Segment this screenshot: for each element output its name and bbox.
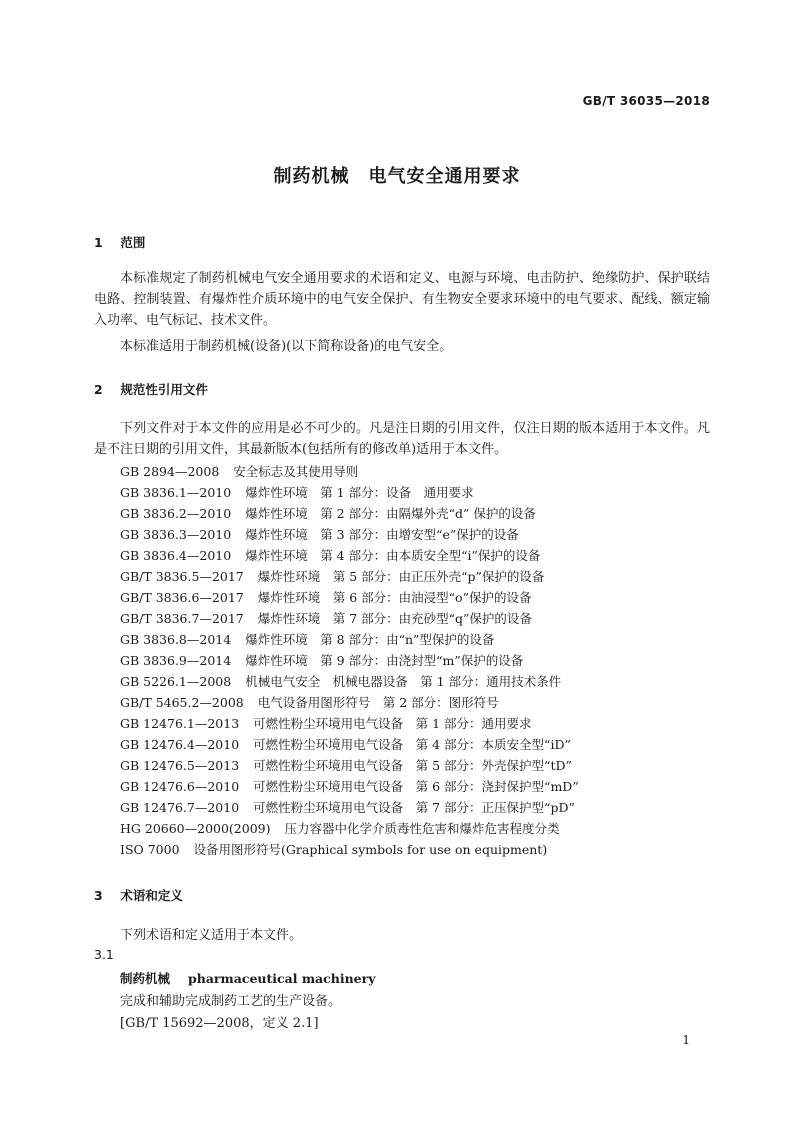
reference-item: GB 3836.9—2014 爆炸性环境 第 9 部分：由浇封型“m”保护的设备 [120, 653, 524, 668]
section-1-heading [94, 233, 145, 251]
scope-paragraph: 本标准规定了制药机械电气安全通用要求的术语和定义、电源与环境、电击防护、绝缘防护、保护联结电路、控制装置、有爆炸性介质环境中的电气安全保护、有生物安全要求环境中的电气要求、配线、额定输入功率、电气标记、技术文件。 [94, 271, 710, 328]
reference-item: GB 2894—2008 安全标志及其使用导则 [120, 464, 359, 479]
document-title: 制药机械 电气安全通用要求 [273, 166, 521, 187]
term-chinese: 制药机械 [120, 971, 171, 986]
term-english: pharmaceutical machinery [188, 971, 376, 986]
section-number: 2 [94, 382, 103, 397]
reference-item: HG 20660—2000(2009) 压力容器中化学介质毒性危害和爆炸危害程度分类 [120, 821, 560, 836]
section-3-heading [94, 886, 183, 904]
reference-item: GB 3836.8—2014 爆炸性环境 第 8 部分：由“n”型保护的设备 [120, 632, 495, 647]
term-source: [GB/T 15692—2008，定义 2.1] [120, 1016, 319, 1031]
reference-item: GB 12476.4—2010 可燃性粉尘环境用电气设备 第 4 部分：本质安全型“iD” [120, 737, 571, 752]
reference-item: GB 12476.5—2013 可燃性粉尘环境用电气设备 第 5 部分：外壳保护型“tD” [120, 758, 572, 773]
reference-item: GB 3836.1—2010 爆炸性环境 第 1 部分：设备 通用要求 [120, 485, 474, 500]
reference-item: GB 12476.7—2010 可燃性粉尘环境用电气设备 第 7 部分：正压保护型“pD” [120, 800, 575, 815]
terms-intro: 下列术语和定义适用于本文件。 [120, 928, 303, 943]
section-number: 3 [94, 888, 103, 903]
applicability-paragraph: 本标准适用于制药机械(设备)(以下简称设备)的电气安全。 [120, 339, 453, 354]
reference-item: GB/T 3836.5—2017 爆炸性环境 第 5 部分：由正压外壳“p”保护的设备 [120, 569, 545, 584]
references-intro: 下列文件对于本文件的应用是必不可少的。凡是注日期的引用文件，仅注日期的版本适用于本文件。凡是不注日期的引用文件，其最新版本(包括所有的修改单)适用于本文件。 [94, 421, 710, 457]
reference-item: ISO 7000 设备用图形符号(Graphical symbols for use on equipment) [120, 842, 548, 857]
section-number: 1 [94, 235, 103, 250]
standard-code: GB/T 36035—2018 [582, 94, 710, 108]
reference-item: GB 3836.2—2010 爆炸性环境 第 2 部分：由隔爆外壳“d” 保护的设备 [120, 506, 536, 521]
section-title: 规范性引用文件 [120, 382, 208, 397]
term-definition: 完成和辅助完成制药工艺的生产设备。 [120, 994, 342, 1009]
reference-item: GB 5226.1—2008 机械电气安全 机械电器设备 第 1 部分：通用技术条件 [120, 674, 562, 689]
page-number: 1 [682, 1033, 690, 1047]
reference-item: GB 12476.1—2013 可燃性粉尘环境用电气设备 第 1 部分：通用要求 [120, 716, 532, 731]
term-heading [120, 969, 376, 987]
reference-item: GB 3836.3—2010 爆炸性环境 第 3 部分：由增安型“e”保护的设备 [120, 527, 519, 542]
section-title: 术语和定义 [120, 888, 183, 903]
term-number: 3.1 [94, 947, 114, 962]
reference-item: GB/T 3836.6—2017 爆炸性环境 第 6 部分：由油浸型“o”保护的设备 [120, 590, 532, 605]
section-2-heading [94, 380, 208, 398]
reference-item: GB 12476.6—2010 可燃性粉尘环境用电气设备 第 6 部分：浇封保护型“mD” [120, 779, 579, 794]
reference-item: GB/T 5465.2—2008 电气设备用图形符号 第 2 部分：图形符号 [120, 695, 499, 710]
section-title: 范围 [120, 235, 146, 250]
reference-item: GB 3836.4—2010 爆炸性环境 第 4 部分：由本质安全型“i”保护的设备 [120, 548, 541, 563]
reference-item: GB/T 3836.7—2017 爆炸性环境 第 7 部分：由充砂型“q”保护的设备 [120, 611, 532, 626]
reference-list [120, 461, 579, 860]
